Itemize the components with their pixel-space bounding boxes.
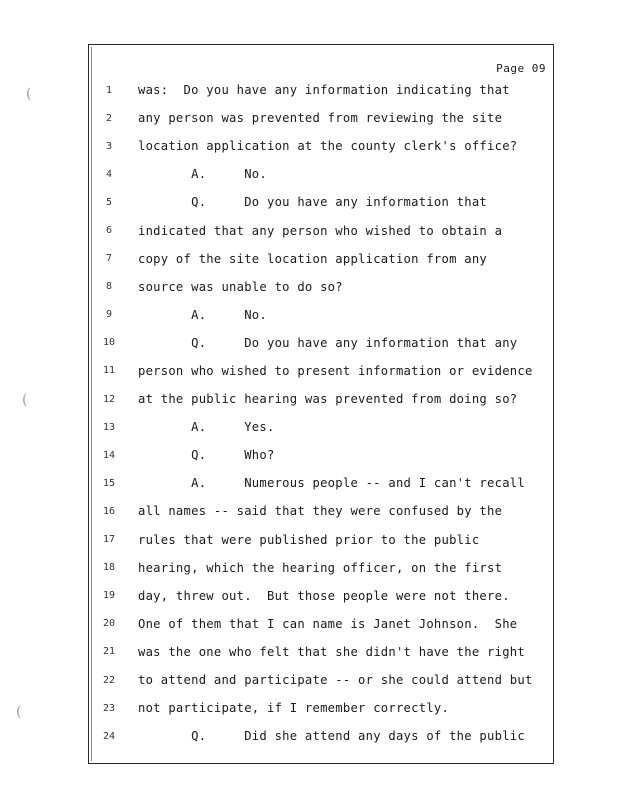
transcript-lines xyxy=(96,76,552,750)
line-number: 22 xyxy=(102,674,116,686)
line-text: source was unable to do so? xyxy=(138,279,343,294)
line-number: 19 xyxy=(102,590,116,602)
line-text: A. Numerous people -- and I can't recall xyxy=(138,476,525,491)
line-text: was: Do you have any information indicating that xyxy=(138,83,510,98)
transcript-line xyxy=(96,329,552,357)
transcript-line xyxy=(96,554,552,582)
line-number: 20 xyxy=(102,618,116,630)
line-number: 24 xyxy=(102,730,116,742)
line-text: location application at the county clerk's office? xyxy=(138,139,518,154)
transcript-line xyxy=(96,610,552,638)
line-number: 23 xyxy=(102,702,116,714)
line-text: A. Yes. xyxy=(138,420,275,435)
transcript-line xyxy=(96,694,552,722)
transcript-line xyxy=(96,357,552,385)
line-text: person who wished to present information or evidence xyxy=(138,363,533,378)
line-text: One of them that I can name is Janet Johnson. She xyxy=(138,616,518,631)
line-text: any person was prevented from reviewing the site xyxy=(138,111,503,126)
line-text: A. No. xyxy=(138,167,267,182)
margin-mark-middle: ( xyxy=(22,392,28,408)
line-number: 1 xyxy=(105,84,113,96)
margin-mark-top: ( xyxy=(26,86,32,102)
line-text: not participate, if I remember correctly. xyxy=(138,701,450,716)
line-text: indicated that any person who wished to obtain a xyxy=(138,223,503,238)
line-number: 3 xyxy=(105,140,113,152)
line-text: all names -- said that they were confused by the xyxy=(138,504,503,519)
transcript-line xyxy=(96,104,552,132)
line-number: 21 xyxy=(102,646,116,658)
transcript-line xyxy=(96,469,552,497)
line-number: 10 xyxy=(102,337,116,349)
line-number: 8 xyxy=(105,281,113,293)
line-number: 2 xyxy=(105,112,113,124)
line-text: at the public hearing was prevented from doing so? xyxy=(138,392,518,407)
line-text: Q. Do you have any information that xyxy=(138,195,488,210)
margin-mark-bottom: ( xyxy=(16,704,22,720)
line-text: to attend and participate -- or she could attend but xyxy=(138,673,533,688)
transcript-line xyxy=(96,413,552,441)
transcript-line xyxy=(96,666,552,694)
line-text: Q. Do you have any information that any xyxy=(138,335,518,350)
transcript-line xyxy=(96,216,552,244)
line-number: 12 xyxy=(102,393,116,405)
line-number: 11 xyxy=(102,365,116,377)
line-number: 6 xyxy=(105,225,113,237)
line-text: A. No. xyxy=(138,307,267,322)
transcript-line xyxy=(96,245,552,273)
line-text: copy of the site location application from any xyxy=(138,251,488,266)
line-text: hearing, which the hearing officer, on the first xyxy=(138,560,503,575)
line-number: 15 xyxy=(102,477,116,489)
transcript-line xyxy=(96,273,552,301)
transcript-line xyxy=(96,188,552,216)
line-number: 13 xyxy=(102,421,116,433)
line-text: was the one who felt that she didn't have the right xyxy=(138,644,525,659)
line-number: 9 xyxy=(105,309,113,321)
transcript-line xyxy=(96,582,552,610)
line-number: 18 xyxy=(102,562,116,574)
transcript-line xyxy=(96,441,552,469)
transcript-line xyxy=(96,160,552,188)
line-number: 17 xyxy=(102,534,116,546)
transcript-line xyxy=(96,301,552,329)
line-number: 5 xyxy=(105,196,113,208)
line-text: day, threw out. But those people were not there. xyxy=(138,588,510,603)
transcript-line xyxy=(96,638,552,666)
line-text: rules that were published prior to the public xyxy=(138,532,480,547)
page-number: Page 09 xyxy=(496,62,546,75)
line-number: 7 xyxy=(105,253,113,265)
line-number: 16 xyxy=(102,505,116,517)
line-number: 14 xyxy=(102,449,116,461)
transcript-line xyxy=(96,722,552,750)
transcript-line xyxy=(96,76,552,104)
transcript-line xyxy=(96,385,552,413)
transcript-line xyxy=(96,132,552,160)
line-text: Q. Who? xyxy=(138,448,275,463)
line-number: 4 xyxy=(105,168,113,180)
transcript-line xyxy=(96,526,552,554)
line-text: Q. Did she attend any days of the public xyxy=(138,729,525,744)
transcript-line xyxy=(96,497,552,525)
